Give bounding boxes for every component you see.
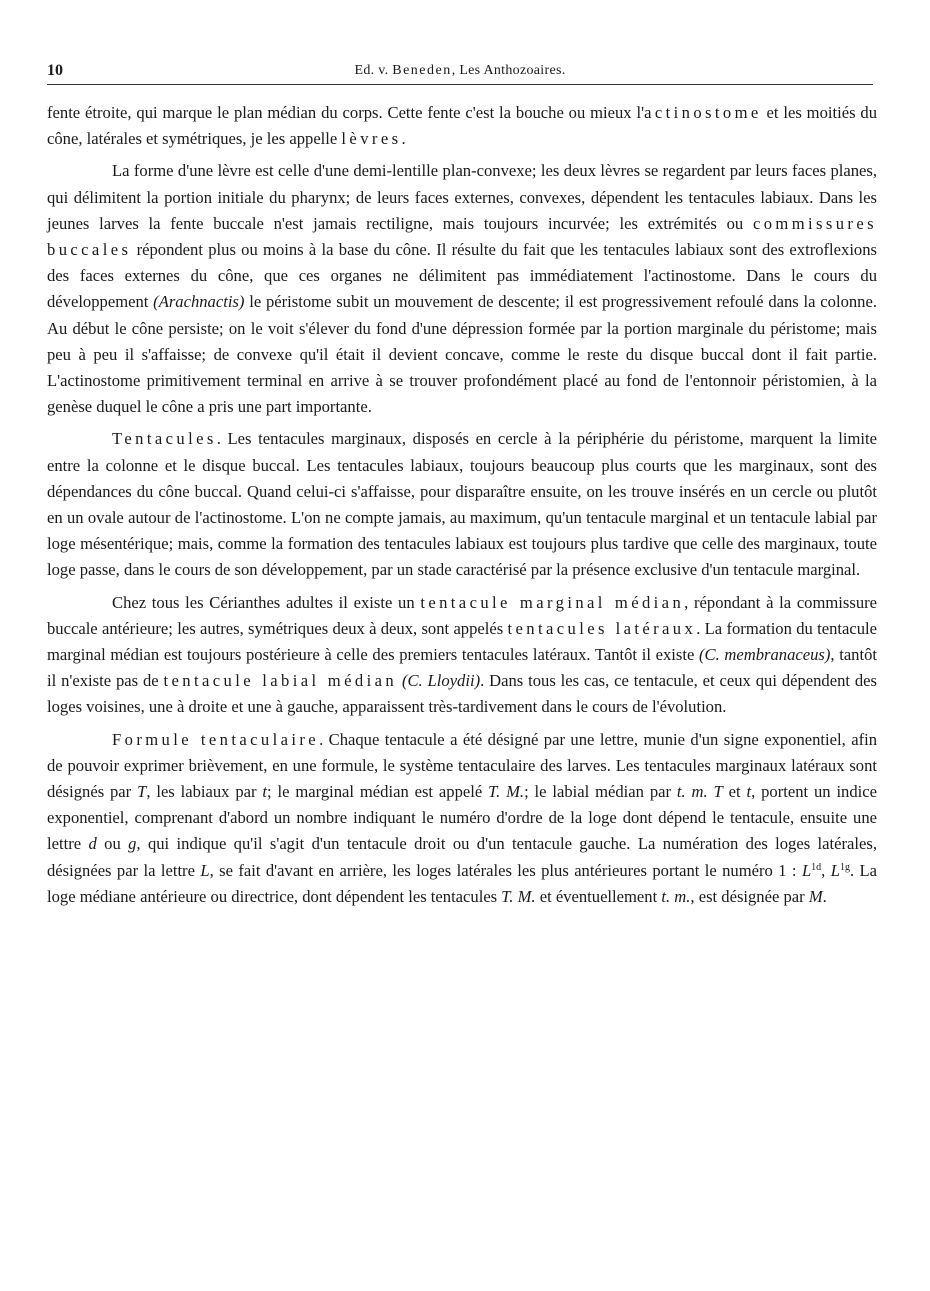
text-run: La forme d'une lèvre est celle d'une demi-lentille plan-convexe; les deux lèvres se regardent par leurs faces planes, qui délimitent la portion initiale du pharynx; de leurs faces externes, convexes, dépendent les tentacules labiaux. Dans les jeunes larves la fente buccale n'est jamais rectiligne, mais toujours incurvée; les extrémités ou	[47, 161, 877, 233]
text-run: . La formation du tentacule marginal médian est toujours postérieure à celle des premiers tentacules latéraux. Tantôt il existe	[47, 618, 877, 665]
text-run: Chez tous les Cérianthes adultes il existe un	[112, 592, 421, 612]
spaced-term: lèvres	[341, 129, 402, 149]
text-run: , les labiaux par	[146, 782, 263, 802]
text-run: , se fait d'avant en arrière, les loges latérales les plus antérieures portant le numéro 1 :	[209, 860, 802, 880]
text-run: .	[822, 886, 827, 906]
text-run: . Chaque tentacule a été désigné par une lettre, munie d'un signe exponentiel, afin de pouvoir exprimer brièvement, en une formule, le système tentaculaire des larves. Les tentacules marginaux latéraux sont désignés par	[47, 729, 878, 802]
text-run: ,	[821, 860, 831, 880]
page-number: 10	[47, 62, 63, 79]
spaced-term: tentacules latéraux	[507, 618, 697, 638]
italic-term: (Arachnactis)	[153, 292, 245, 312]
italic-term: L	[200, 860, 210, 880]
text-run: ; le labial médian par	[524, 782, 677, 802]
text-run: ; le marginal médian est appelé	[267, 782, 489, 802]
text-run: , portent un indice exponentiel, comprenant d'abord un nombre indiquant le numéro d'ordre de la loge dont dépend le tentacule, ensuite une lettre	[47, 782, 877, 854]
paragraph-2	[47, 158, 877, 420]
italic-term: (C. membranaceus)	[698, 645, 831, 665]
text-run: , qui indique qu'il s'agit d'un tentacule droit ou d'un tentacule gauche. La numération des loges latérales, désignées par la lettre	[47, 834, 877, 880]
running-head-author: Ed. v.	[354, 63, 393, 78]
paragraph-3	[47, 426, 877, 583]
text-run: , est désignée par	[690, 886, 809, 906]
paragraph-5	[47, 727, 877, 910]
superscript-index: 1d	[811, 861, 822, 873]
italic-term: L	[801, 860, 812, 880]
body-text	[47, 100, 877, 910]
spaced-term: tentacule marginal médian	[420, 592, 685, 612]
text-run: et les moitiés du cône, latérales et symétriques, je les appelle	[47, 103, 877, 149]
superscript-index: 1g	[839, 861, 850, 873]
section-heading-formule: Formule tentaculaire	[112, 729, 320, 749]
text-run: , répondant à la commissure buccale antérieure; les autres, symétriques deux à deux, sont appelés	[47, 592, 878, 638]
italic-term: L	[830, 860, 840, 880]
italic-term: T	[137, 782, 147, 802]
text-run: ou	[96, 834, 129, 854]
italic-term: (C. Lloydii)	[401, 671, 481, 691]
italic-term: T. M.	[501, 886, 536, 906]
spaced-term: commissures buccales	[47, 213, 877, 260]
spaced-term: tentacule labial médian	[163, 671, 398, 691]
italic-term: M	[808, 886, 823, 906]
italic-term: t. m.	[661, 886, 691, 906]
section-heading-tentacules: Tentacules	[112, 429, 217, 449]
text-run: . Les tentacules marginaux, disposés en cercle à la périphérie du péristome, marquent la limite entre la colonne et le disque buccal. Les tentacules labiaux, toujours beaucoup plus courts que les marginaux, sont des dépendances du cône buccal. Quand celui-ci s'affaisse, pour disparaître ensuite, on les trouve insérés en un cercle ou plutôt en un ovale autour de l'actinostome. L'on ne compte jamais, au maximum, qu'un tentacule marginal et un tentacule labial par loge mésentérique; mais, comme la formation des tentacules labiaux est toujours plus tardive que celle des marginaux, toute loge passe, dans le cours de son développement, par un stade caractérisé par la présence exclusive d'un tentacule marginal.	[47, 429, 877, 580]
page-header	[47, 60, 873, 85]
italic-term: d	[88, 834, 97, 854]
text-run: fente étroite, qui marque le plan médian du corps. Cette fente c'est la bouche ou mieux l'	[47, 103, 645, 122]
running-head-title: , Les Anthozoaires.	[451, 63, 566, 78]
text-run: répondent plus ou moins à la base du cône. Il résulte du fait que les tentacules labiaux sont des extroflexions des faces externes du cône, que ces organes ne délimitent pas immédiatement l'actinostome. Dans le cours du développement	[47, 240, 877, 312]
running-head	[47, 63, 873, 79]
italic-term: t	[746, 782, 752, 802]
text-run: . La loge médiane antérieure ou directrice, dont dépendent les tentacules	[47, 860, 878, 906]
text-run: .	[401, 129, 406, 149]
italic-term: t. m.	[676, 782, 708, 802]
spaced-term: actinostome	[644, 103, 762, 122]
italic-term: T	[713, 782, 723, 802]
text-run: et	[722, 782, 747, 802]
paragraph-1	[47, 100, 877, 152]
running-head-author-name: Beneden	[392, 63, 452, 78]
text-run: , tantôt il n'existe pas de	[47, 645, 877, 691]
italic-term: g	[128, 834, 137, 854]
text-run: . Dans tous les cas, ce tentacule, et ceux qui dépendent des loges voisines, une à droite et une à gauche, apparaissent très-tardivement dans le cours de l'évolution.	[47, 671, 877, 717]
paragraph-4	[47, 590, 877, 721]
italic-term: t	[262, 782, 268, 802]
text-run: le péristome subit un mouvement de descente; il est progressivement refoulé dans la colonne. Au début le cône persiste; on le voit s'élever du fond d'une dépression formée par la portion marginale du péristome; mais peu à peu il s'affaisse; de convexe qu'il était il devient concave, comme le reste du disque buccal dont il fait partie. L'actinostome primitivement terminal en arrive à se trouver profondément placé au fond de l'entonnoir péristomien, à la genèse duquel le cône a pris une part importante.	[47, 292, 877, 417]
text-run: et éventuellement	[535, 886, 662, 906]
italic-term: T. M.	[488, 782, 525, 802]
